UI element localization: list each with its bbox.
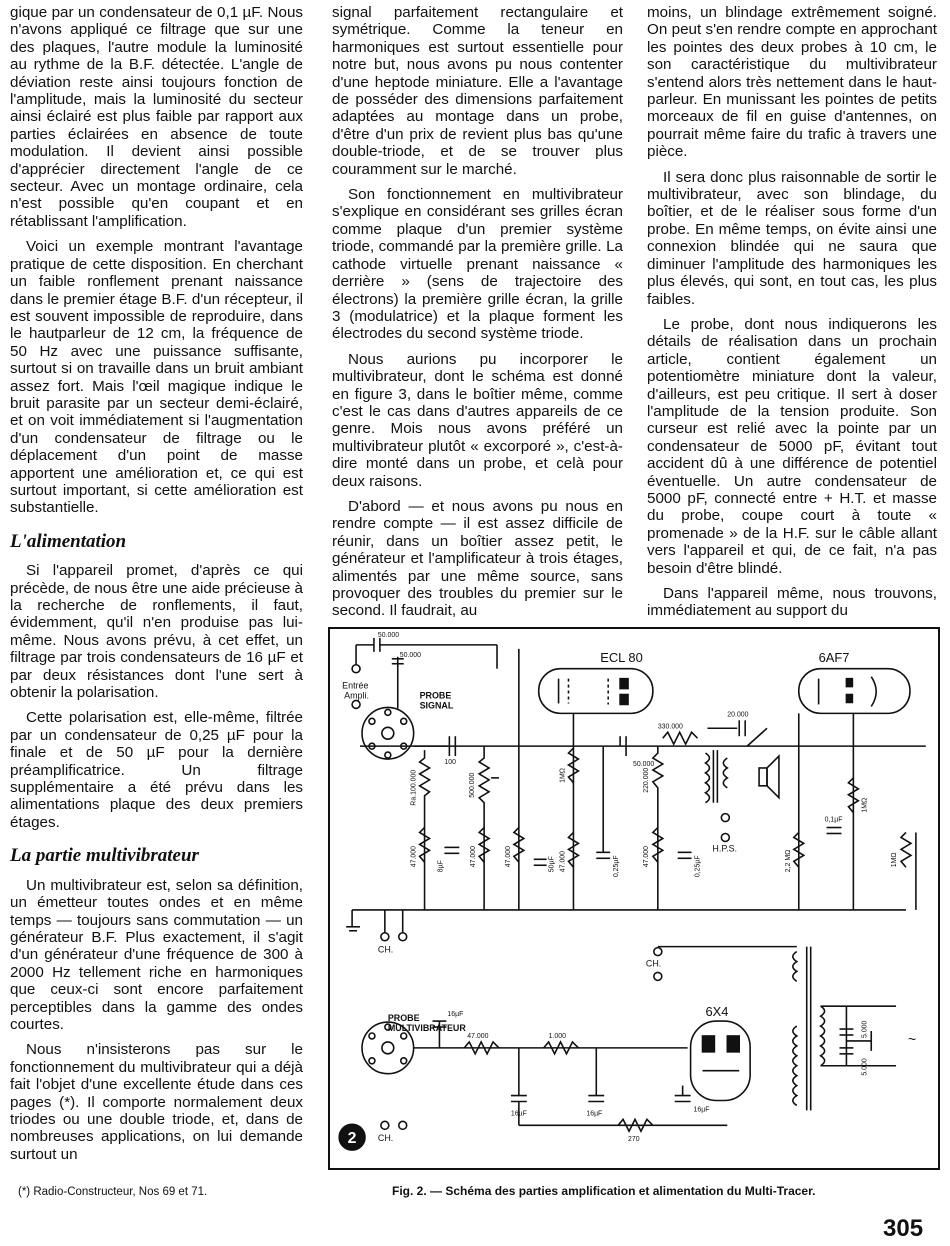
- socket-pin: [382, 1042, 394, 1054]
- label-res: 1.000: [548, 1032, 567, 1040]
- paragraph: Nous aurions pu incorporer le multivibrateur, dont le schéma est donné en figure 3, dans le boîtier même, comme c'est le cas dans d'autres appareils de ce genre. Mois nous avons préféré un multivibrateur plutôt « excorporé », c'est-à-dire monté dans un probe, et celà pour deux raisons.: [332, 350, 623, 490]
- paragraph: gique par un condensateur de 0,1 µF. Nous n'avons appliqué ce filtrage que sur une des plaques, l'autre module la luminosité au rythme de la B.F. détectée. L'angle de déviation reste ainsi toujours fonction de l'amplitude, mais la luminosité du secteur ainsi éclairé est plus faible par rapport aux parties éclairées en absence de toute modulation. Il devient ainsi possible d'apprécier directement l'angle de ce secteur. Avec un montage ordinaire, cela n'est possible qu'en coupant et en rétablissant l'amplification.: [10, 4, 303, 230]
- tube-plate: [727, 1036, 739, 1052]
- hps-terminal: [721, 833, 729, 841]
- socket-pin: [369, 718, 375, 724]
- tube-6x4: [691, 1021, 751, 1100]
- ch-terminal: [654, 948, 662, 956]
- label-ch: CH.: [377, 944, 394, 955]
- label-res: 270: [628, 1136, 640, 1144]
- label-cap: 16µF: [510, 1110, 527, 1118]
- text-column-3: [647, 4, 937, 628]
- label-res: 330.000: [657, 723, 683, 731]
- label-probe-multivibrateur: PROBE: [387, 1013, 420, 1024]
- paragraph: Un multivibrateur est, selon sa définition, un émetteur toutes ondes et en même temps — toujours sans commutation — un générateur B.F. Plus exactement, il s'agit d'un générateur d'une fréquence de 300 à 2000 Hz tellement riche en harmoniques que ceux-ci sont encore parfaitement perceptibles dans la gamme des ondes courtes.: [10, 876, 303, 1033]
- label-probe-multivibrateur: MULTIVIBRATEUR: [387, 1023, 466, 1034]
- paragraph: D'abord — et nous avons pu nous en rendre compte — il est assez difficile de réunir, dans un boîtier assez petit, le générateur et l'amplificateur à trois étages, alimentés par une même source, sans provoquer des troubles du premier sur le second. Il faudrait, au: [332, 497, 623, 620]
- paragraph: Voici un exemple montrant l'avantage pratique de cette disposition. En cherchant un faible ronflement prenant naissance dans le premier étage B.F. d'un récepteur, il est souvent impossible de reproduire, dans le hautparleur de 12 cm, la fréquence de 50 Hz avec une puissance suffisante, surtout si on travaille dans un bruit ambiant assez fort. Mais l'œil magique indique le bruit parasite par un secteur demi-éclairé, et on voit immédiatement si l'augmentation d'un condensateur de filtrage ou le déplacement d'un point de masse apportent une amélioration et, ce qui est surtout important, si cette amélioration est substantielle.: [10, 238, 303, 517]
- paragraph: Il sera donc plus raisonnable de sortir le multivibrateur, avec son blindage, du boîtier, et de le réaliser sous forme d'un probe. En même temps, on évite ainsi une connexion blindée qui ne saura que diminuer l'amplitude des harmoniques les plus élevés, qui sont, en tout cas, les plus faibles.: [647, 168, 937, 308]
- label-cap: 8µF: [437, 860, 445, 873]
- label-hps: H.P.S.: [712, 843, 738, 854]
- resistor-330k: [663, 732, 698, 744]
- label-res: 47.000: [467, 1032, 489, 1040]
- label-tube-6x4: 6X4: [705, 1004, 729, 1020]
- section-heading-alimentation: L'alimentation: [10, 530, 127, 552]
- label-res: Ra.100.000: [410, 769, 418, 806]
- schematic-diagram: [330, 629, 938, 1168]
- label-pot: 500.000: [469, 772, 477, 798]
- figure-caption: Fig. 2. — Schéma des parties amplification et alimentation du Multi-Tracer.: [392, 1184, 816, 1198]
- label-cap: 50.000: [399, 651, 421, 659]
- socket-pin: [369, 1033, 375, 1039]
- tube-indicator: [871, 677, 876, 707]
- label-res: 220.000: [642, 767, 650, 793]
- label-cap: 20.000: [727, 711, 749, 719]
- label-res: 47.000: [642, 845, 650, 868]
- label-ch: CH.: [377, 1133, 394, 1144]
- label-cap: 16µF: [693, 1106, 710, 1114]
- label-tube-ecl80: ECL 80: [600, 649, 643, 665]
- heater-winding: [793, 952, 797, 982]
- paragraph: Son fonctionnement en multivibrateur s'explique en considérant ses grilles écran comme plaque d'un premier système triode, commandé par la première grille. La cathode virtuelle prenant naissance « derrière » (sens de trajectoire des électrons) la première grille écran, la grille 3 (modulatrice) et la plaque forment les électrodes du second système triode.: [332, 186, 623, 343]
- page-number: 305: [883, 1215, 924, 1242]
- paragraph: Nous n'insisterons pas sur le fonctionnement du multivibrateur qui a déjà fait l'objet d'une excellente étude dans ces pages (*). Il comporte normalement deux triodes ou une double triode, et, dans de nombreuses applications, on lui demande surtout un: [10, 1041, 303, 1163]
- label-cap: 50.000: [633, 760, 655, 768]
- ch-terminal: [399, 1121, 407, 1129]
- label-res: 1MΩ: [891, 852, 899, 868]
- tube-plate: [620, 695, 628, 705]
- tube-grid: [846, 695, 852, 703]
- label-cap: 50.000: [377, 631, 400, 639]
- label-cap: 50µF: [548, 856, 556, 873]
- transformer-secondary: [723, 758, 727, 788]
- label-ampli: Ampli.: [344, 690, 369, 701]
- socket-pin: [385, 709, 391, 715]
- paragraph: moins, un blindage extrêmement soigné. On peut s'en rendre compte en approchant les pointes des deux probes à 10 cm, le son caractéristique du multivibrateur s'entend alors très nettement dans le haut-parleur. En munissant les pointes de petits morceaux de fil en guise d'antennes, on pourrait même faire du trafic à travers une pièce.: [647, 4, 937, 161]
- label-cap: 100: [444, 758, 456, 766]
- paragraph: Dans l'appareil même, nous trouvons, immédiatement au support du: [647, 585, 937, 620]
- hps-terminal: [721, 814, 729, 822]
- label-res: 2,2 MΩ: [784, 849, 792, 873]
- socket-pin: [401, 1033, 407, 1039]
- input-terminal: [352, 700, 360, 708]
- socket-pin: [369, 1058, 375, 1064]
- text-column-2: [332, 4, 623, 628]
- label-res: 1MΩ: [559, 768, 567, 783]
- label-res: 47.000: [559, 850, 567, 873]
- label-cap: 0,1µF: [824, 816, 843, 824]
- section-heading-multivibrateur: La partie multivibrateur: [10, 845, 199, 867]
- label-cap: 0,25µF: [613, 855, 621, 878]
- label-res: 1MΩ: [861, 797, 869, 813]
- label-cap: 5.000: [861, 1058, 869, 1076]
- tube-6af7: [799, 669, 910, 714]
- tube-ecl80: [539, 669, 653, 714]
- label-cap: 16µF: [447, 1011, 464, 1019]
- ch-terminal: [381, 933, 389, 941]
- tube-plate: [620, 679, 628, 689]
- footnote: (*) Radio-Constructeur, Nos 69 et 71.: [18, 1186, 208, 1198]
- paragraph: Si l'appareil promet, d'après ce qui précède, de nous être une aide précieuse à la recherche de ronflements, il faut, évidemment, qu'il n'en produise pas lui-même. Nous avons prévu, à cet effet, un filtrage par trois condensateurs de 16 µF et par deux résistances dont l'une sert à obtenir la polarisation.: [10, 562, 303, 702]
- label-cap: 0,25µF: [694, 855, 702, 878]
- label-tube-6af7: 6AF7: [818, 649, 850, 665]
- paragraph: Le probe, dont nous indiquerons les détails de réalisation dans un prochain article, contient également un potentiomètre miniature dont la valeur, d'ailleurs, est peu critique. Il sert à doser l'amplitude de la tension produite. Son curseur est relié avec la pointe par un condensateur de 5000 pF, évitant tout accident dû à une différence de potentiel éventuelle. Un autre condensateur de 5000 pF, connecté entre + H.T. et masse du probe, coupe court à toute « promenade » de la H.F. sur le câble allant vers l'appareil et qui, de ce fait, n'a pas besoin d'être blindé.: [647, 315, 937, 577]
- resistor-1m: [901, 832, 911, 867]
- ch-terminal: [381, 1121, 389, 1129]
- tube-plate: [702, 1036, 714, 1052]
- tube-grid: [846, 679, 852, 687]
- figure-number: 2: [347, 1130, 357, 1148]
- ch-terminal: [654, 972, 662, 980]
- label-entree: Entrée: [342, 680, 369, 691]
- label-res: 47.000: [504, 845, 512, 868]
- label-cap: 5.000: [861, 1020, 869, 1038]
- paragraph: Cette polarisation est, elle-même, filtrée par un condensateur de 0,25 µF pour la finale et de 50 µF pour la dernière préamplificatrice. Un filtrage supplémentaire a été prévu dans les alimentations plaque des deux premiers étages.: [10, 709, 303, 831]
- schematic-figure: [328, 627, 940, 1170]
- ht-winding: [793, 1026, 797, 1105]
- label-probe-signal: SIGNAL: [419, 700, 454, 711]
- socket-pin: [401, 1058, 407, 1064]
- text-column-1: [10, 4, 303, 1171]
- paragraph: signal parfaitement rectangulaire et symétrique. Comme la teneur en harmoniques est surtout essentielle pour notre but, nous avons pu nous contenter d'une heptode miniature. Elle a l'avantage de posséder des dimensions parfaitement adaptées au montage dans un probe, d'être d'un prix de revient plus bas qu'une double-triode, et de se trouver plus couramment sur le marché.: [332, 4, 623, 178]
- label-probe-signal: PROBE: [419, 690, 452, 701]
- ac-symbol: ~: [907, 1030, 917, 1047]
- label-ch: CH.: [645, 958, 662, 969]
- output-transformer: [705, 753, 709, 803]
- label-res: 47.000: [470, 845, 478, 868]
- primary-winding: [821, 1006, 825, 1066]
- input-terminal: [352, 665, 360, 673]
- ch-terminal: [399, 933, 407, 941]
- socket-pin: [401, 718, 407, 724]
- speaker-icon: [759, 768, 767, 786]
- label-cap: 16µF: [586, 1110, 603, 1118]
- label-res: 47.000: [410, 845, 418, 868]
- switch: [747, 728, 767, 746]
- speaker-icon: [767, 756, 779, 798]
- socket-pin: [382, 727, 394, 739]
- socket-pin: [385, 752, 391, 758]
